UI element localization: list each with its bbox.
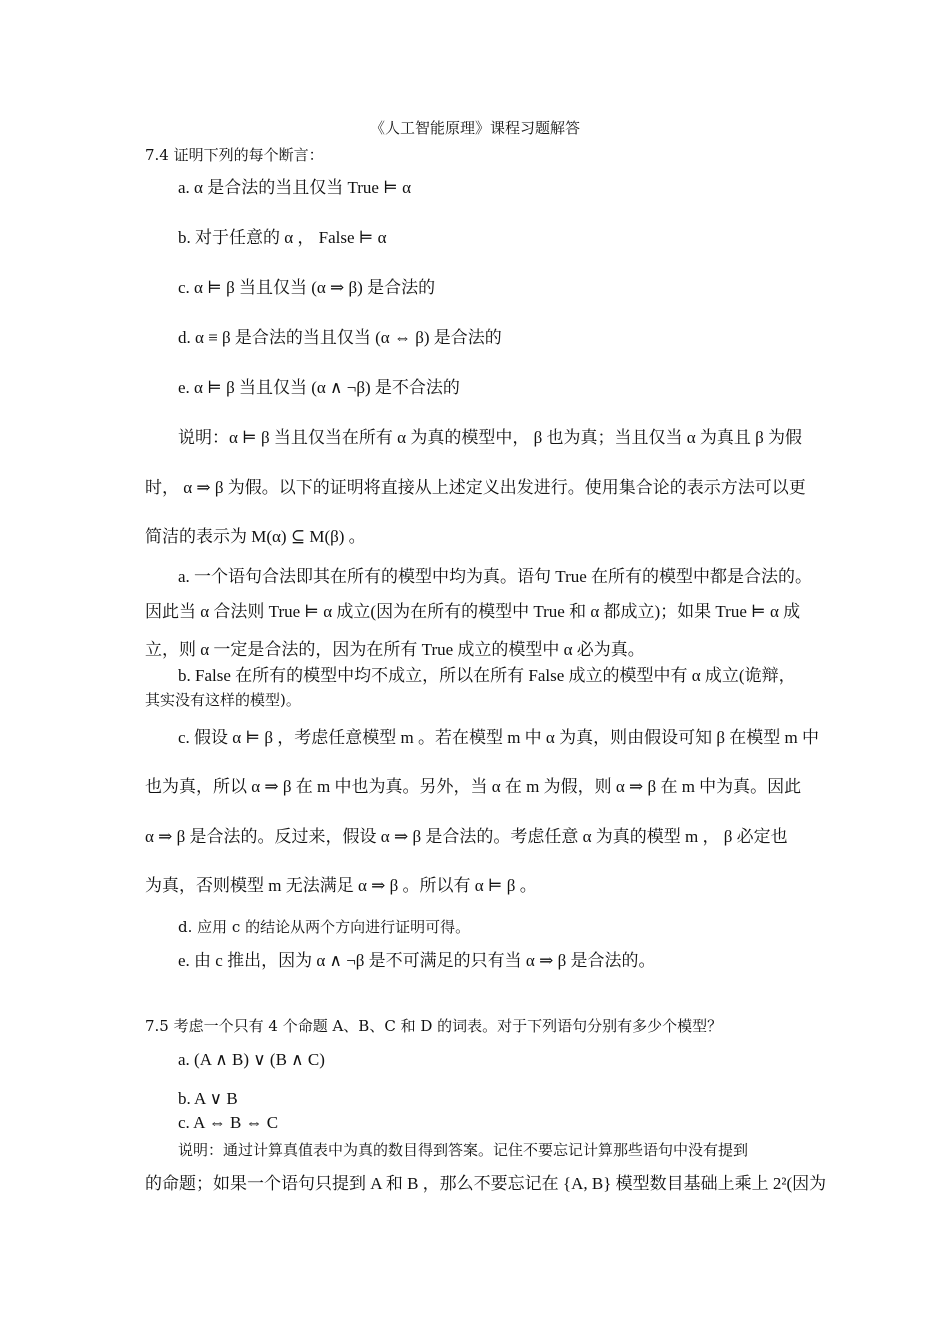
answer-c-line-1: c. 假设 α ⊨ β ，考虑任意模型 m 。若在模型 m 中 α 为真，则由假设可知 β 在模型 m 中 bbox=[178, 728, 819, 747]
assertion-b: b. 对于任意的 α ， False ⊨ α bbox=[178, 228, 387, 247]
answer-a-line-1: a. 一个语句合法即其在所有的模型中均为真。语句 True 在所有的模型中都是合法的。 bbox=[178, 567, 813, 586]
question-7-5-heading: 7.5 考虑一个只有 4 个命题 A、B、C 和 D 的词表。对于下列语句分别有多少个模型？ bbox=[145, 1017, 723, 1035]
answer-a-line-2: 因此当 α 合法则 True ⊨ α 成立(因为在所有的模型中 True 和 α 都成立)；如果 True ⊨ α 成 bbox=[145, 602, 801, 621]
sentence-b: b. A ∨ B bbox=[178, 1089, 238, 1108]
answer-d: d. 应用 c 的结论从两个方向进行证明可得。 bbox=[178, 918, 471, 936]
assertion-d: d. α ≡ β 是合法的当且仅当 (α ⇔ β) 是合法的 bbox=[178, 328, 502, 347]
q75-note-line-1: 说明：通过计算真值表中为真的数目得到答案。记住不要忘记计算那些语句中没有提到 bbox=[178, 1141, 749, 1159]
note-line-2: 时， α ⇒ β 为假。以下的证明将直接从上述定义出发进行。使用集合论的表示方法可以更 bbox=[145, 478, 806, 497]
sentence-c: c. A ⇔ B ⇔ C bbox=[178, 1113, 279, 1132]
answer-b-line-2: 其实没有这样的模型)。 bbox=[145, 691, 301, 709]
note-line-1: 说明：α ⊨ β 当且仅当在所有 α 为真的模型中， β 也为真；当且仅当 α 为真且 β 为假 bbox=[178, 428, 803, 447]
answer-c-line-4: 为真，否则模型 m 无法满足 α ⇒ β 。所以有 α ⊨ β 。 bbox=[145, 876, 537, 895]
note-line-3: 简洁的表示为 M(α) ⊆ M(β) 。 bbox=[145, 527, 366, 546]
answer-c-line-2: 也为真，所以 α ⇒ β 在 m 中也为真。另外，当 α 在 m 为假，则 α ⇒ β 在 m 中为真。因此 bbox=[145, 777, 802, 796]
assertion-c: c. α ⊨ β 当且仅当 (α ⇒ β) 是合法的 bbox=[178, 278, 436, 297]
answer-b-line-1: b. False 在所有的模型中均不成立，所以在所有 False 成立的模型中有 α 成立(诡辩， bbox=[178, 666, 796, 685]
question-7-4-heading: 7.4 证明下列的每个断言： bbox=[145, 146, 324, 164]
answer-e: e. 由 c 推出，因为 α ∧ ¬β 是不可满足的只有当 α ⇒ β 是合法的。 bbox=[178, 951, 656, 970]
assertion-a: a. α 是合法的当且仅当 True ⊨ α bbox=[178, 178, 411, 197]
document-title: 《人工智能原理》课程习题解答 bbox=[369, 119, 580, 137]
answer-c-line-3: α ⇒ β 是合法的。反过来，假设 α ⇒ β 是合法的。考虑任意 α 为真的模型 m ， β 必定也 bbox=[145, 827, 788, 846]
assertion-e: e. α ⊨ β 当且仅当 (α ∧ ¬β) 是不合法的 bbox=[178, 378, 460, 397]
sentence-a: a. (A ∧ B) ∨ (B ∧ C) bbox=[178, 1050, 325, 1069]
answer-a-line-3: 立，则 α 一定是合法的，因为在所有 True 成立的模型中 α 必为真。 bbox=[145, 640, 645, 659]
q75-note-line-2: 的命题；如果一个语句只提到 A 和 B ，那么不要忘记在 {A, B} 模型数目基础上乘上 2²(因为 bbox=[145, 1174, 827, 1193]
